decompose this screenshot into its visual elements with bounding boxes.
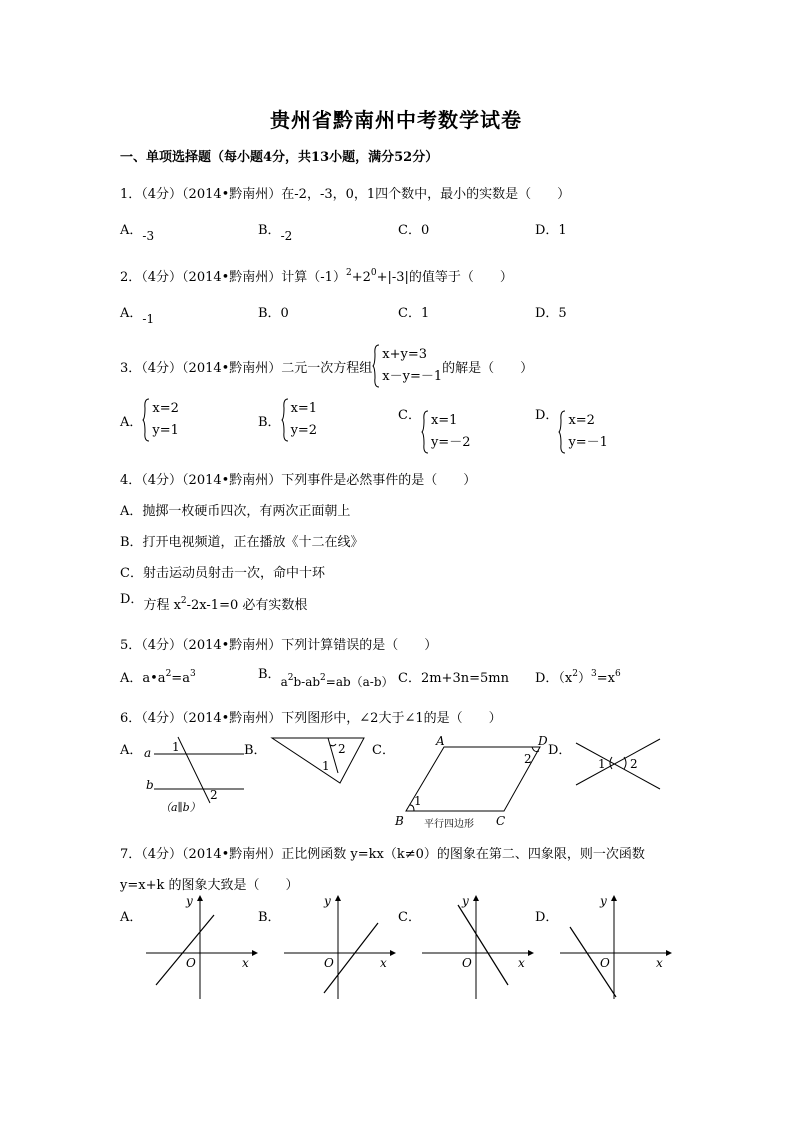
vertex-b: B [395, 814, 404, 828]
question-3-stem: 3．（4分）（2014•黔南州）二元一次方程组 x+y=3 x－y=－1 的解是（ ） [120, 342, 533, 390]
vertex-c: C [496, 814, 506, 828]
figure-caption: （a∥b） [160, 801, 201, 814]
angle-1-label: 1 [322, 759, 330, 773]
angle-1-label: 1 [598, 757, 606, 771]
brace-icon [421, 410, 429, 454]
question-1-stem: 1．（4分）（2014•黔南州）在-2，-3，0，1四个数中，最小的实数是（ ） [120, 187, 571, 202]
angle-1-label: 1 [414, 794, 422, 808]
q5-option-b: B．$a^2b-ab^2=ab(a-b)$ [258, 667, 394, 689]
q5-option-c: C．2m+3n=5mn [398, 671, 509, 686]
question-6-stem: 6．（4分）（2014•黔南州）下列图形中，∠2大于∠1的是（ ） [120, 711, 502, 726]
q1-option-b: B．-2 [258, 223, 293, 243]
figure-intersecting-lines [570, 733, 666, 793]
figure-caption: 平行四边形 [424, 819, 474, 829]
graph-option-b [280, 893, 396, 1003]
q5-option-a: A．$a•a^2=a^3$ [120, 669, 196, 686]
x-axis-label: x [242, 956, 249, 970]
q3-option-c: C． x=1 y=－2 [398, 404, 470, 448]
figure-triangle [268, 733, 368, 789]
q2-option-d: D．5 [535, 306, 567, 321]
question-7-stem-line1: 7．（4分）（2014•黔南州）正比例函数 y=kx（k≠0）的图象在第二、四象限，则一次函数 [120, 847, 645, 862]
q6-option-b-label: B． [244, 743, 267, 758]
graph-option-d [556, 893, 672, 1003]
x-axis-label: x [380, 956, 387, 970]
q6-option-d-label: D． [548, 743, 572, 758]
angle-2-label: 2 [524, 752, 532, 766]
x-axis-label: x [518, 956, 525, 970]
q2-option-b: B．0 [258, 306, 289, 321]
page-title: 贵州省黔南州中考数学试卷 [270, 108, 522, 132]
figure-parallel-lines [140, 735, 250, 815]
q1-option-a: A．-3 [120, 223, 155, 243]
origin-label: O [186, 956, 196, 970]
brace-icon [558, 410, 566, 454]
label-a: a [144, 746, 152, 760]
y-axis-label: y [324, 894, 331, 908]
origin-label: O [462, 956, 472, 970]
q1-option-d: D．1 [535, 223, 567, 238]
q2-option-c: C．1 [398, 306, 430, 321]
vertex-d: D [538, 734, 548, 748]
angle-2-label: 2 [210, 788, 218, 802]
q1-option-c: C．0 [398, 223, 430, 238]
section-heading: 一、单项选择题（每小题4分，共13小题，满分52分） [120, 150, 439, 165]
q4-option-b: B．打开电视频道，正在播放《十二在线》 [120, 535, 364, 550]
question-5-stem: 5．（4分）（2014•黔南州）下列计算错误的是（ ） [120, 638, 438, 653]
question-2-stem: 2．（4分）（2014•黔南州）计算$(-1)^2+2^0+|-3|$的值等于（ ） [120, 268, 513, 285]
q4-option-a: A．抛掷一枚硬币四次，有两次正面朝上 [120, 504, 351, 519]
q4-option-d: D．方程 $x^2-2x-1=0$ 必有实数根 [120, 592, 308, 613]
brace-icon [372, 344, 380, 388]
q6-option-a-label: A． [120, 743, 143, 758]
brace-icon [142, 398, 150, 442]
q7-option-b-label: B． [258, 910, 281, 925]
q3-option-b: B． x=1 y=2 [258, 398, 317, 442]
origin-label: O [324, 956, 334, 970]
figure-parallelogram [392, 733, 552, 829]
angle-1-label: 1 [172, 740, 180, 754]
x-axis-label: x [656, 956, 663, 970]
graph-option-a [142, 893, 258, 1003]
q7-option-c-label: C． [398, 910, 421, 925]
brace-icon [281, 398, 289, 442]
q4-option-c: C．射击运动员射击一次，命中十环 [120, 566, 325, 581]
angle-2-label: 2 [338, 742, 346, 756]
y-axis-label: y [600, 894, 607, 908]
y-axis-label: y [186, 894, 193, 908]
angle-2-label: 2 [630, 757, 638, 771]
q3-option-a: A． x=2 y=1 [120, 398, 179, 442]
q7-option-d-label: D． [535, 910, 559, 925]
question-4-stem: 4．（4分）（2014•黔南州）下列事件是必然事件的是（ ） [120, 473, 477, 488]
q2-option-a: A．-1 [120, 306, 155, 326]
equation-system: x+y=3 x－y=－1 [372, 344, 442, 388]
q7-option-a-label: A． [120, 910, 143, 925]
label-b: b [146, 778, 154, 792]
vertex-a: A [436, 734, 445, 748]
origin-label: O [600, 956, 610, 970]
q5-option-d: D．$(x^2)^3=x^6$ [535, 669, 621, 686]
q3-option-d: D． x=2 y=－1 [535, 404, 608, 448]
question-7-stem-line2: y=x+k 的图象大致是（ ） [120, 878, 299, 893]
q6-option-c-label: C． [372, 743, 395, 758]
y-axis-label: y [462, 894, 469, 908]
graph-option-c [418, 893, 534, 1003]
